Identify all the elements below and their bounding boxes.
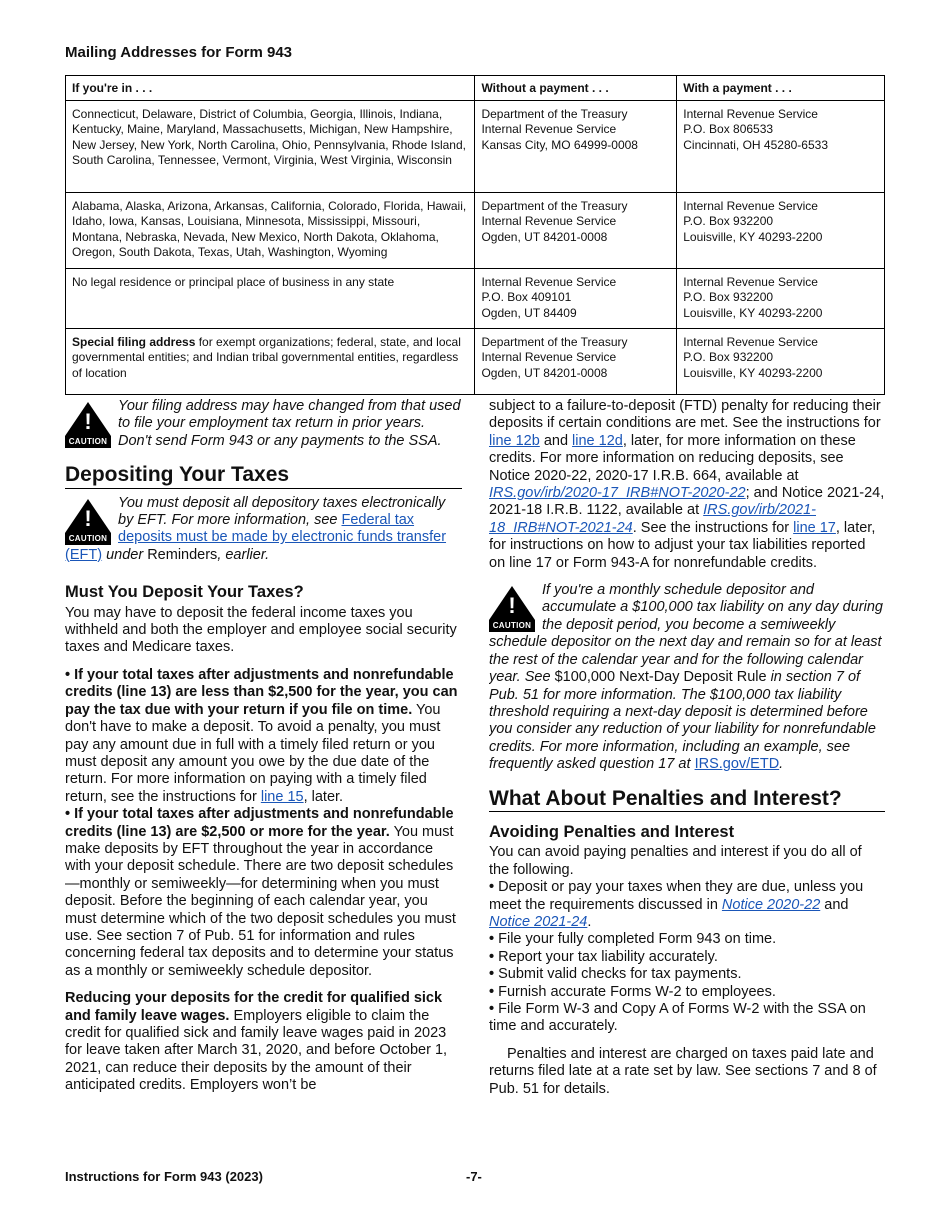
without-payment-cell: Department of the Treasury Internal Revenue Service Kansas City, MO 64999-0008 <box>475 100 677 192</box>
bullet-under-2500: • If your total taxes after adjustments and nonrefundable credits (line 13) are less than $2,500 for the year, you can pay the tax due with your return if you file on time. You don't have to make a deposit. To avoid a penalty, you must pay any amount due in full with a timely filed return or you must deposit any amount you owe by the due date of the return. For more information on paying with a timely filed return, see the instructions for line 15, later. <box>65 667 462 806</box>
states-cell: Connecticut, Delaware, District of Columbia, Georgia, Illinois, Indiana, Kentucky, Maine, Maryland, Massachusetts, Michigan, New Hampshire, New Jersey, New York, North Carolina, Ohio, Pennsylvania, Rhode Island, South Carolina, Tennessee, Vermont, Virginia, West Virginia, Wisconsin <box>66 100 475 192</box>
right-column <box>489 398 885 1098</box>
list-item: • File your fully completed Form 943 on time. <box>489 931 885 948</box>
table-row <box>66 328 885 394</box>
line-17-link[interactable]: line 17 <box>793 519 836 536</box>
header-states: If you're in . . . <box>66 76 475 101</box>
ftd-paragraph: subject to a failure-to-deposit (FTD) penalty for reducing their deposits if certain conditions are met. See the instructions for line 12b and line 12d, later, for more information on these credits. For more information on reducing deposits, see Notice 2020-22, 2020-17 I.R.B. 664, available at IRS.gov/irb/2020-17_IRB#NOT-2020-22; and Notice 2021-24, 2021-18 I.R.B. 1122, available at IRS.gov/irb/2021-18_IRB#NOT-2021-24. See the instructions for line 17, later, for instructions on how to adjust your tax liabilities reported on line 17 or Form 943-A for nonrefundable credits. <box>489 398 885 571</box>
caution-note-100000: ! CAUTION If you're a monthly schedule depositor and accumulate a $100,000 tax liability on any day during the deposit period, you become a semiweekly schedule depositor on the next day and remain so for at least the rest of the calendar year and for the following calendar year. See $100,000 Next-Day Deposit Rule in section 7 of Pub. 51 for more information. The $100,000 tax liability threshold requiring a next-day deposit is determined before you consider any reduction of your liability for nonrefundable credits. For more information, including an example, see frequently asked question 17 at IRS.gov/ETD. <box>489 582 883 773</box>
notice-2021-24-url-link[interactable]: IRS.gov/irb/2021-18_IRB#NOT-2021-24 <box>489 502 816 536</box>
table-row <box>66 100 885 192</box>
eft-link[interactable]: Federal tax deposits must be made by electronic funds transfer (EFT) <box>65 512 447 563</box>
notice-2020-22-link[interactable]: Notice 2020-22 <box>721 896 821 913</box>
list-item: • Submit valid checks for tax payments. <box>489 966 885 983</box>
without-payment-cell: Department of the Treasury Internal Revenue Service Ogden, UT 84201-0008 <box>475 328 677 394</box>
header-without-payment: Without a payment . . . <box>475 76 677 101</box>
line-12b-link[interactable]: line 12b <box>489 432 540 449</box>
avoiding-text: You can avoid paying penalties and interest if you do all of the following. <box>489 844 862 878</box>
caution-icon: ! CAUTION <box>65 402 111 448</box>
line-12d-link[interactable]: line 12d <box>572 432 623 449</box>
states-cell: No legal residence or principal place of business in any state <box>66 268 475 328</box>
left-column <box>65 398 462 1095</box>
list-item: • Deposit or pay your taxes when they are due, unless you meet the requirements discussed in Notice 2020-22 and Notice 2021-24. <box>489 879 885 931</box>
table-title: Mailing Addresses for Form 943 <box>65 44 293 61</box>
notice-2020-22-url-link[interactable]: IRS.gov/irb/2020-17_IRB#NOT-2020-22 <box>489 485 746 502</box>
penalties-heading: What About Penalties and Interest? <box>489 790 885 812</box>
list-item: • File Form W-3 and Copy A of Forms W-2 with the SSA on time and accurately. <box>489 1001 885 1036</box>
header-with-payment: With a payment . . . <box>677 76 885 101</box>
notice-2021-24-link[interactable]: Notice 2021-24 <box>489 913 588 930</box>
caution-note-eft: ! CAUTION You must deposit all depository taxes electronically by EFT. For more information, see Federal tax deposits must be made by electronic funds transfer (EFT) under Reminders, earlier. <box>65 494 447 563</box>
without-payment-cell: Department of the Treasury Internal Revenue Service Ogden, UT 84201-0008 <box>475 192 677 268</box>
bullet-over-2500: • If your total taxes after adjustments and nonrefundable credits (line 13) are $2,500 or more for the year. You must make deposits by EFT throughout the year in accordance with your deposit schedule. There are two deposit schedules—monthly or semiweekly—for determining when you must deposit. Before the beginning of each calendar year, you must determine which of the two deposit schedules you must use. See section 7 of Pub. 51 for information and rules concerning federal tax deposits and to determine your status as a monthly or semiweekly schedule depositor. <box>65 806 462 980</box>
table-header-row <box>66 76 885 101</box>
states-cell: Alabama, Alaska, Arizona, Arkansas, California, Colorado, Florida, Hawaii, Idaho, Iowa, Kansas, Louisiana, Minnesota, Mississippi, Missouri, Montana, Nebraska, Nevada, New Mexico, North Dakota, Oklahoma, Oregon, South Dakota, Texas, Utah, Washington, Wyoming <box>66 192 475 268</box>
reducing-deposits-paragraph: Reducing your deposits for the credit for qualified sick and family leave wages. Employers eligible to claim the credit for qualified sick and family leave wages paid in 2023 for leave taken after March 31, 2020, and before October 1, 2021, can reduce their deposits by the amount of their anticipated credits. Employers won’t be <box>65 990 448 1094</box>
page-number: -7- <box>466 1169 482 1184</box>
depositing-heading: Depositing Your Taxes <box>65 466 462 488</box>
with-payment-cell: Internal Revenue Service P.O. Box 806533 Cincinnati, OH 45280-6533 <box>677 100 885 192</box>
states-cell: Special filing address for exempt organizations; federal, state, and local governmental entities; and Indian tribal governmental entities, regardless of location <box>66 328 475 394</box>
caution-icon: ! CAUTION <box>489 586 535 632</box>
with-payment-cell: Internal Revenue Service P.O. Box 932200 Louisville, KY 40293-2200 <box>677 268 885 328</box>
must-deposit-text: You may have to deposit the federal income taxes you withheld and both the employer and employee social security taxes and Medicare taxes. <box>65 604 457 656</box>
must-deposit-heading: Must You Deposit Your Taxes? <box>65 583 304 602</box>
mailing-address-table <box>65 75 885 395</box>
list-item: • Furnish accurate Forms W-2 to employees. <box>489 984 885 1001</box>
with-payment-cell: Internal Revenue Service P.O. Box 932200 Louisville, KY 40293-2200 <box>677 192 885 268</box>
with-payment-cell: Internal Revenue Service P.O. Box 932200 Louisville, KY 40293-2200 <box>677 328 885 394</box>
penalties-final-paragraph: Penalties and interest are charged on taxes paid late and returns filed late at a rate set by law. See sections 7 and 8 of Pub. 51 for details. <box>489 1045 877 1097</box>
caution-icon: ! CAUTION <box>65 499 111 545</box>
irs-etd-link[interactable]: IRS.gov/ETD <box>694 756 780 773</box>
table-row <box>66 268 885 328</box>
footer-form-title: Instructions for Form 943 (2023) <box>65 1169 263 1184</box>
line-15-link[interactable]: line 15 <box>260 788 304 805</box>
table-row <box>66 192 885 268</box>
caution-note-filing-address: ! CAUTION Your filing address may have changed from that used to file your employment tax return in prior years. Don't send Form 943 or any payments to the SSA. <box>65 398 462 450</box>
list-item: • Report your tax liability accurately. <box>489 949 885 966</box>
avoiding-penalties-heading: Avoiding Penalties and Interest <box>489 822 735 841</box>
without-payment-cell: Internal Revenue Service P.O. Box 409101 Ogden, UT 84409 <box>475 268 677 328</box>
